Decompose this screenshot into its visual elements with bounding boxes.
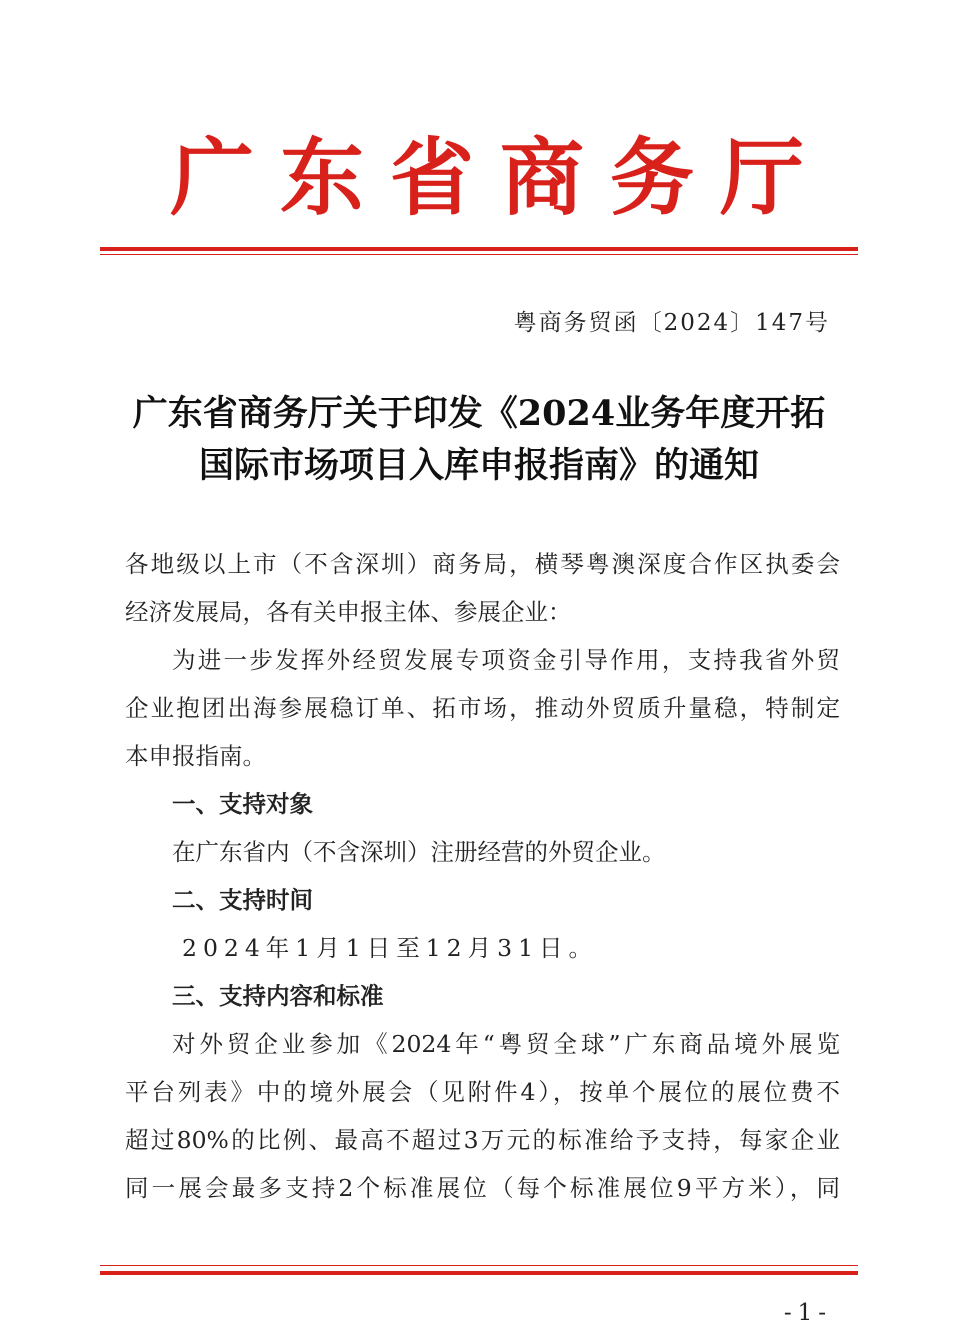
section-heading: 二、支持时间 [172,886,313,914]
title-line: 国际市场项目入库申报指南》的通知 [198,445,759,486]
masthead-red-rule-thin [100,254,858,255]
page-number: -1- [783,1300,832,1326]
masthead-title: 广东省商务厅 [169,128,830,227]
footer-red-rule-thin [100,1265,858,1266]
document-title [100,388,858,492]
section-text: 对外贸企业参加《2024年“粤贸全球”广东商品境外展览 [172,1030,840,1058]
addressee-line: 各地级以上市（不含深圳）商务局，横琴粤澳深度合作区执委会 [125,550,840,578]
section-text: 超过80%的比例、最高不超过3万元的标准给予支持，每家企业 [125,1126,840,1154]
intro-line: 本申报指南。 [125,742,266,770]
section-text: 在广东省内（不含深圳）注册经营的外贸企业。 [172,838,666,866]
addressee-line: 经济发展局，各有关申报主体、参展企业： [125,598,572,626]
document-number: 粤商务贸函〔2024〕147号 [513,310,830,336]
section-text: 2024年1月1日至12月31日。 [182,934,599,962]
title-line: 广东省商务厅关于印发《2024业务年度开拓 [132,393,826,434]
masthead-red-rule [100,247,858,251]
footer-red-rule [100,1271,858,1275]
section-heading: 一、支持对象 [172,790,313,818]
intro-line: 为进一步发挥外经贸发展专项资金引导作用，支持我省外贸 [172,646,840,674]
section-text: 平台列表》中的境外展会（见附件4），按单个展位的展位费不 [125,1078,840,1106]
section-text: 同一展会最多支持2个标准展位（每个标准展位9平方米），同 [125,1174,840,1202]
intro-line: 企业抱团出海参展稳订单、拓市场，推动外贸质升量稳，特制定 [125,694,840,722]
document-body [125,540,840,1212]
section-heading: 三、支持内容和标准 [172,982,384,1010]
